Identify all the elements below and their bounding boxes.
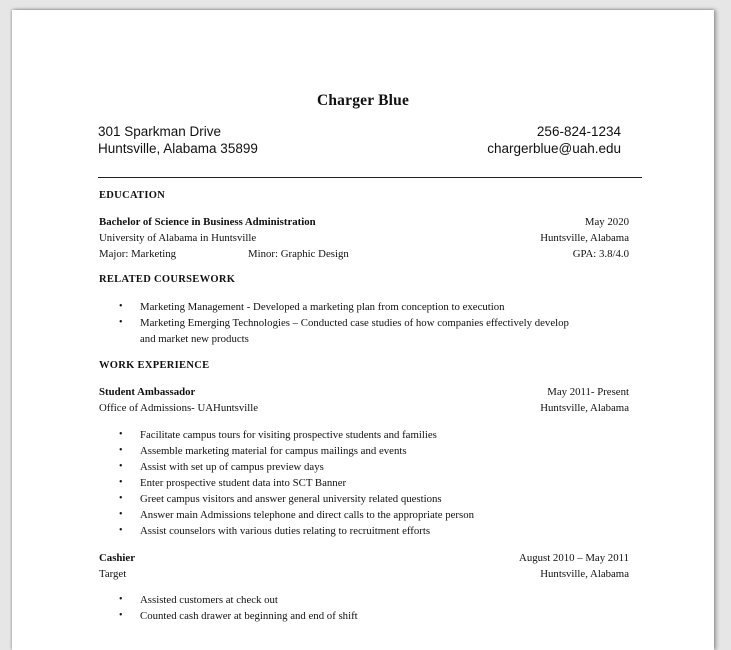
work-heading: WORK EXPERIENCE bbox=[99, 360, 210, 371]
job-dates: May 2011- Present bbox=[547, 386, 629, 398]
bullet-icon: • bbox=[119, 610, 123, 621]
coursework-heading: RELATED COURSEWORK bbox=[99, 274, 236, 285]
bullet-icon: • bbox=[119, 509, 123, 520]
address-line-1: 301 Sparkman Drive bbox=[98, 124, 222, 139]
address-line-2: Huntsville, Alabama 35899 bbox=[98, 141, 258, 156]
gpa: GPA: 3.8/4.0 bbox=[572, 248, 629, 260]
education-heading: EDUCATION bbox=[99, 190, 166, 201]
list-item-text: Marketing Emerging Technologies – Conducted case studies of how companies effectively develop bbox=[140, 317, 569, 329]
list-item-text: Counted cash drawer at beginning and end of shift bbox=[140, 610, 358, 622]
bullet-icon: • bbox=[119, 461, 123, 472]
header-divider bbox=[98, 177, 642, 178]
job-organization: Target bbox=[99, 568, 127, 580]
bullet-icon: • bbox=[119, 445, 123, 456]
list-item-text: Marketing Management - Developed a marketing plan from conception to execution bbox=[140, 301, 505, 313]
job-organization: Office of Admissions- UAHuntsville bbox=[99, 402, 259, 414]
resume-page bbox=[12, 10, 714, 650]
job-dates: August 2010 – May 2011 bbox=[519, 552, 629, 564]
bullet-icon: • bbox=[119, 594, 123, 605]
resume-name: Charger Blue bbox=[316, 92, 410, 109]
bullet-icon: • bbox=[119, 301, 123, 312]
school-name: University of Alabama in Huntsville bbox=[99, 232, 257, 244]
job-location: Huntsville, Alabama bbox=[540, 568, 629, 580]
list-item-text: Assisted customers at check out bbox=[140, 594, 278, 606]
list-item-text: Enter prospective student data into SCT Banner bbox=[140, 477, 347, 489]
school-location: Huntsville, Alabama bbox=[540, 232, 629, 244]
phone-number: 256-824-1234 bbox=[536, 124, 621, 139]
bullet-icon: • bbox=[119, 317, 123, 328]
degree-date: May 2020 bbox=[584, 216, 629, 228]
list-item-text: and market new products bbox=[140, 333, 249, 345]
bullet-icon: • bbox=[119, 477, 123, 488]
list-item-text: Assist counselors with various duties relating to recruitment efforts bbox=[140, 525, 431, 537]
list-item-text: Assist with set up of campus preview days bbox=[140, 461, 324, 473]
job-location: Huntsville, Alabama bbox=[540, 402, 629, 414]
list-item-text: Facilitate campus tours for visiting prospective students and families bbox=[140, 429, 437, 441]
bullet-icon: • bbox=[119, 525, 123, 536]
minor: Minor: Graphic Design bbox=[248, 248, 349, 260]
list-item-text: Answer main Admissions telephone and direct calls to the appropriate person bbox=[140, 509, 475, 521]
list-item-text: Greet campus visitors and answer general university related questions bbox=[140, 493, 442, 505]
degree-title: Bachelor of Science in Business Administration bbox=[99, 216, 316, 228]
job-title: Cashier bbox=[99, 552, 135, 564]
major: Major: Marketing bbox=[99, 248, 177, 260]
list-item-text: Assemble marketing material for campus mailings and events bbox=[140, 445, 407, 457]
bullet-icon: • bbox=[119, 493, 123, 504]
bullet-icon: • bbox=[119, 429, 123, 440]
email-address: chargerblue@uah.edu bbox=[487, 141, 621, 156]
job-title: Student Ambassador bbox=[99, 386, 196, 398]
